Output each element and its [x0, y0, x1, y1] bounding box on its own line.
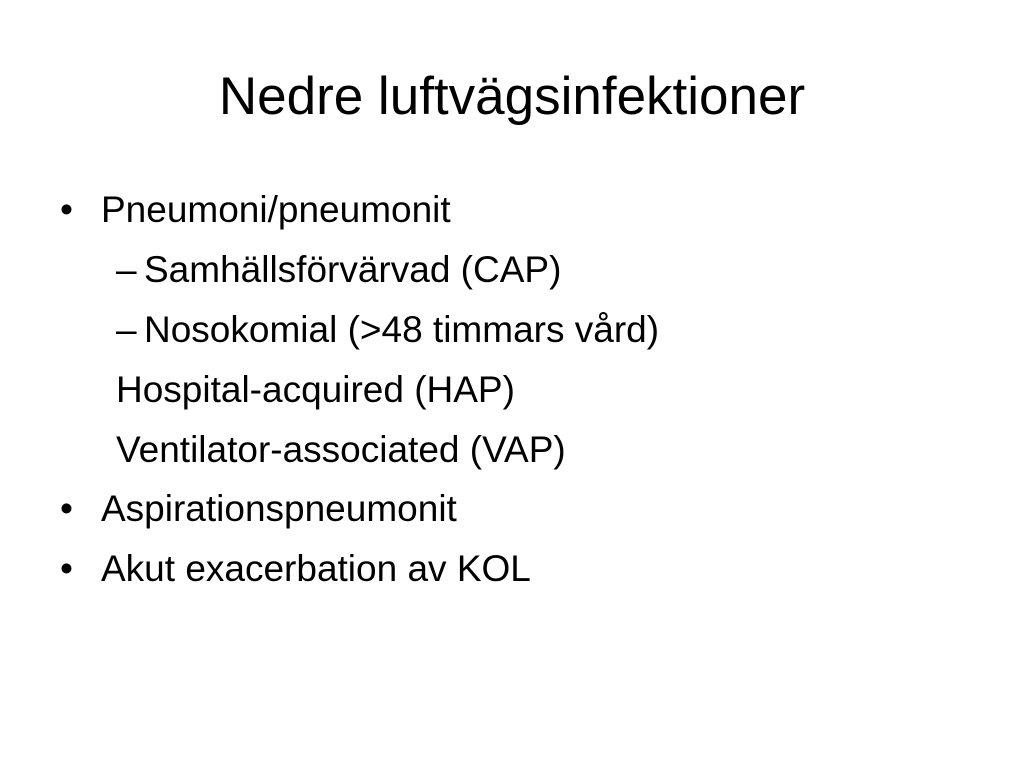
slide-title: Nedre luftvägsinfektioner [218, 67, 806, 126]
bullet-icon: • [60, 488, 73, 529]
sub-item-cap: Samhällsförvärvad (CAP) [144, 249, 562, 290]
bullet-icon: • [60, 548, 73, 589]
dash-icon: – [116, 309, 137, 350]
bullet-icon: • [60, 189, 73, 230]
bullet-item-aspiration: Aspirationspneumonit [101, 488, 457, 529]
continuation-hap: Hospital-acquired (HAP) [116, 369, 515, 410]
bullet-item-copd: Akut exacerbation av KOL [101, 548, 531, 589]
dash-icon: – [116, 249, 137, 290]
bullet-item-pneumonia: Pneumoni/pneumonit [101, 189, 451, 230]
sub-item-nosocomial: Nosokomial (>48 timmars vård) [144, 309, 660, 350]
continuation-vap: Ventilator-associated (VAP) [116, 429, 566, 470]
